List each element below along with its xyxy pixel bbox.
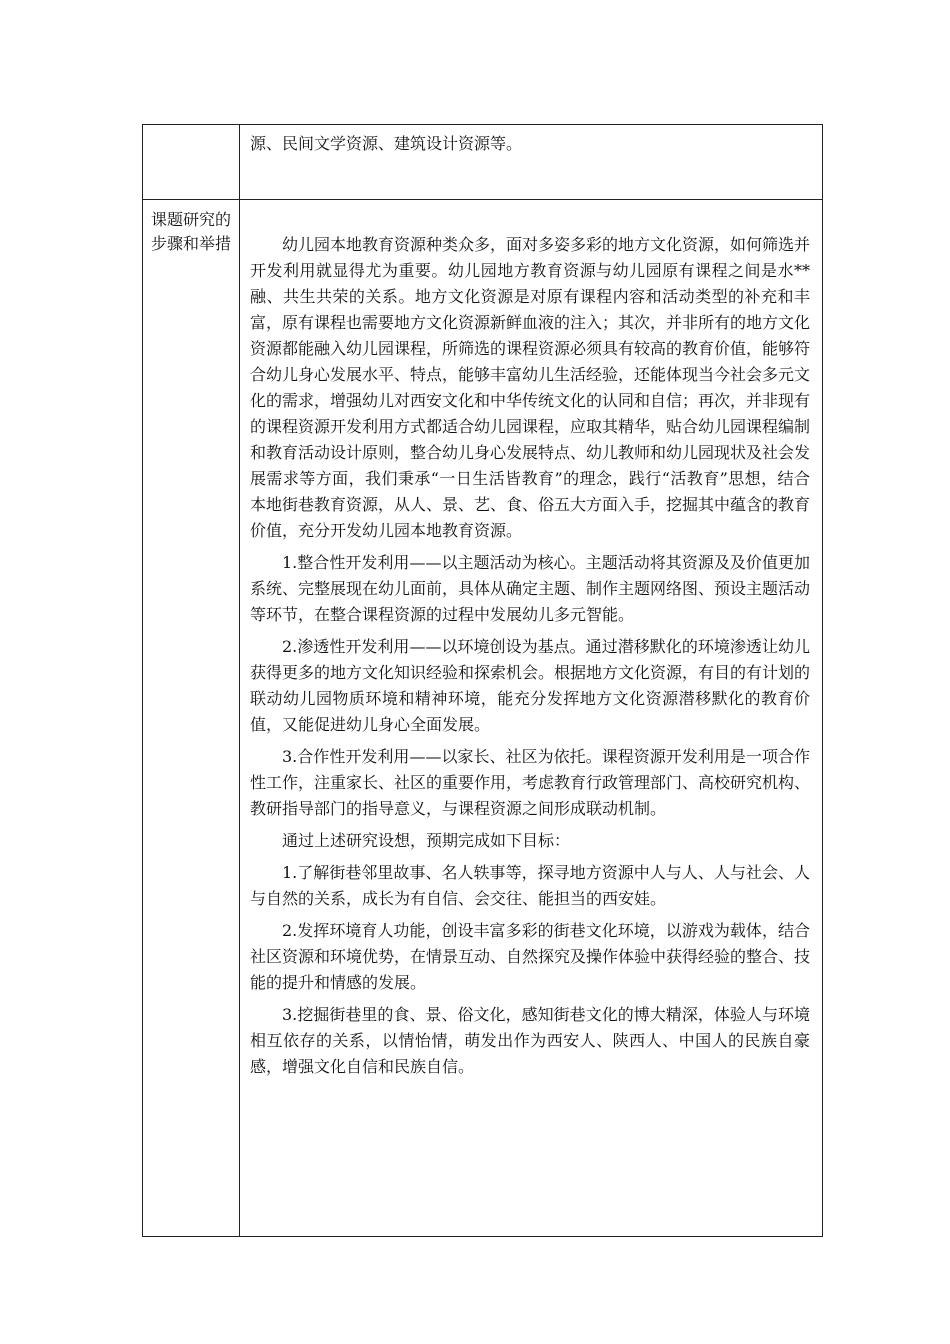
method-cooperative-paragraph: 3.合作性开发利用——以家长、社区为依托。课程资源开发利用是一项合作性工作，注重家长、社区的重要作用，考虑教育行政管理部门、高校研究机构、教研指导部门的指导意义，与课程资源之间形成联动机制。	[250, 747, 811, 818]
goal-2-paragraph: 2.发挥环境育人功能，创设丰富多彩的街巷文化环境，以游戏为载体，结合社区资源和环境优势，在情景互动、自然探究及操作体验中获得经验的整合、技能的提升和情感的发展。	[250, 921, 811, 992]
intro-paragraph: 幼儿园本地教育资源种类众多，面对多姿多彩的地方文化资源，如何筛选并开发利用就显得尤为重要。幼儿园地方教育资源与幼儿园原有课程之间是水**融、共生共荣的关系。地方文化资源是对原有课程内容和活动类型的补充和丰富，原有课程也需要地方文化资源新鲜血液的注入；其次，并非所有的地方文化资源都能融入幼儿园课程，所筛选的课程资源必须具有较高的教育价值，能够符合幼儿身心发展水平、特点，能够丰富幼儿生活经验，还能体现当今社会多元文化的需求，增强幼儿对西安文化和中华传统文化的认同和自信；再次，并非现有的课程资源开发利用方式都适合幼儿园课程，应取其精华，贴合幼儿园课程编制和教育活动设计原则，整合幼儿身心发展特点、幼儿教师和幼儿园现状及社会发展需求等方面，我们秉承“一日生活皆教育”的理念，践行“活教育”思想，结合本地街巷教育资源，从人、景、艺、食、俗五大方面入手，挖掘其中蕴含的教育价值，充分开发幼儿园本地教育资源。	[250, 235, 811, 540]
row-content-cell	[240, 125, 823, 200]
table-row	[143, 125, 823, 200]
method-permeative-paragraph: 2.渗透性开发利用——以环境创设为基点。通过潜移默化的环境渗透让幼儿获得更多的地方文化知识经验和探索机会。根据地方文化资源，有目的有计划的联动幼儿园物质环境和精神环境，能充分发挥地方文化资源潜移默化的教育价值，又能促进幼儿身心全面发展。	[250, 637, 811, 734]
goals-intro-paragraph: 通过上述研究设想，预期完成如下目标：	[282, 831, 571, 850]
row-label-cell	[143, 125, 240, 200]
section-content-steps-measures	[240, 200, 823, 1237]
goal-1-paragraph: 1.了解街巷邻里故事、名人轶事等，探寻地方资源中人与人、人与社会、人与自然的关系，成长为有自信、会交往、能担当的西安娃。	[250, 863, 810, 908]
table-row	[143, 200, 823, 1237]
plan-table	[142, 124, 823, 1237]
goal-3-paragraph: 3.挖掘街巷里的食、景、俗文化，感知街巷文化的博大精深，体验人与环境相互依存的关系，以情怡情，萌发出作为西安人、陕西人、中国人的民族自豪感，增强文化自信和民族自信。	[250, 1005, 810, 1076]
continuation-paragraph: 源、民间文学资源、建筑设计资源等。	[250, 134, 523, 153]
method-integrative-paragraph: 1.整合性开发利用——以主题活动为核心。主题活动将其资源及及价值更加系统、完整展现在幼儿面前，具体从确定主题、制作主题网络图、预设主题活动等环节，在整合课程资源的过程中发展幼儿多元智能。	[250, 553, 811, 624]
section-label-steps-measures: 课题研究的步骤和举措	[143, 200, 240, 1237]
